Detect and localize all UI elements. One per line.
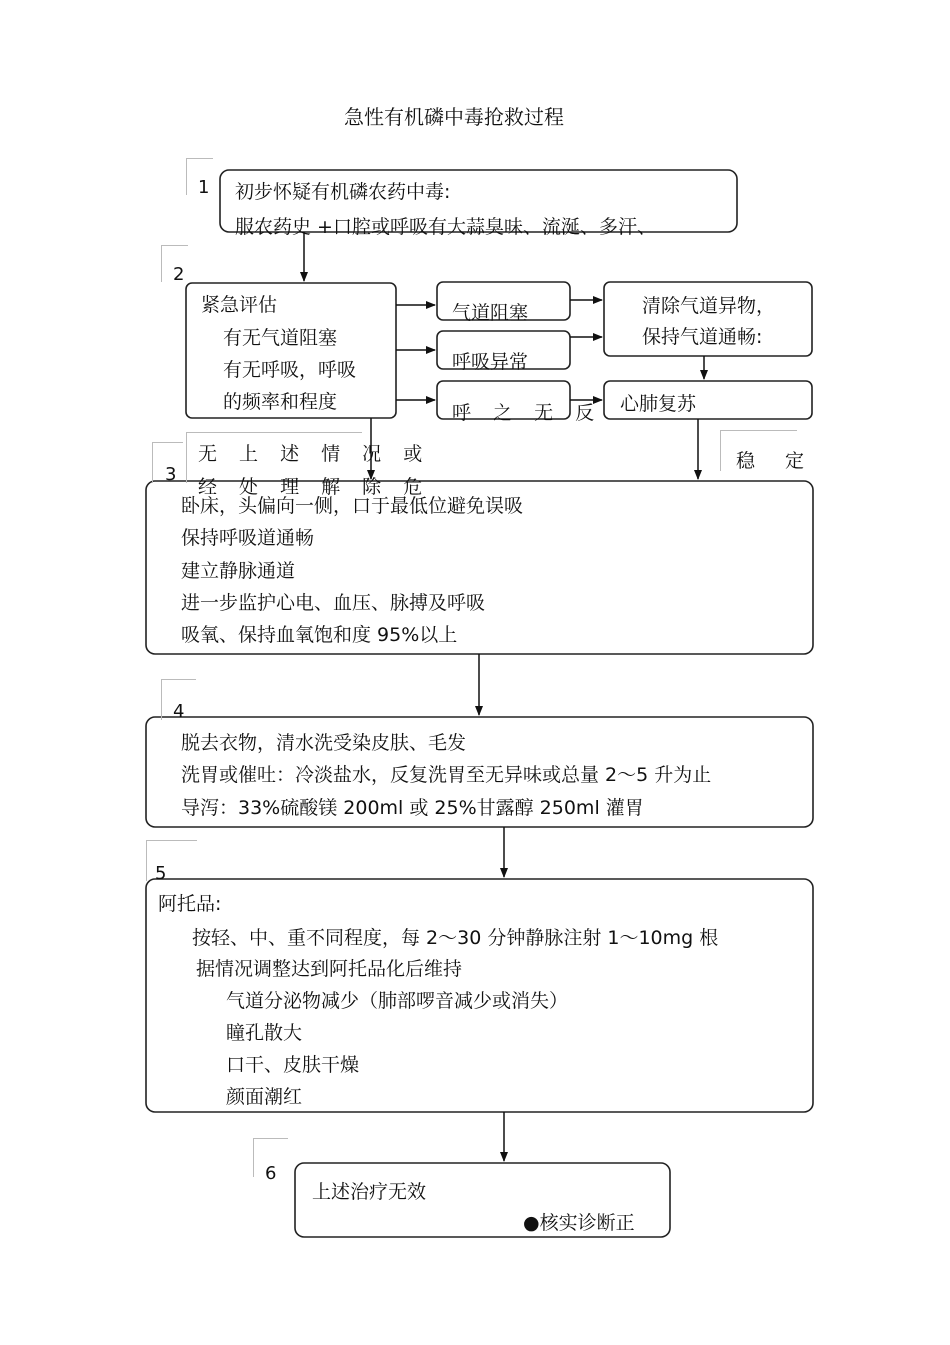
step5-sign-dryness: 口干、皮肤干燥 bbox=[226, 1054, 360, 1076]
edge-label-stable: 稳 定 bbox=[736, 450, 817, 472]
condition-unresponsive: 呼 之 无 反 bbox=[452, 402, 603, 424]
step5-number-frame bbox=[146, 840, 197, 881]
step4-line-1: 脱去衣物，清水洗受染皮肤、毛发 bbox=[181, 732, 467, 754]
step5-number: 5 bbox=[155, 863, 167, 884]
condition-abnormal-breathing: 呼吸异常 bbox=[452, 351, 529, 373]
step2-line-airway: 有无气道阻塞 bbox=[223, 327, 338, 349]
step2-line-rate: 的频率和程度 bbox=[223, 391, 338, 413]
step1-line-1: 初步怀疑有机磷农药中毒: bbox=[235, 181, 451, 203]
step3-line-5: 吸氧、保持血氧饱和度 95%以上 bbox=[181, 624, 458, 646]
step5-heading: 阿托品: bbox=[158, 893, 222, 915]
step1-number: 1 bbox=[198, 177, 210, 198]
step2-heading: 紧急评估 bbox=[201, 294, 278, 316]
action-clear-airway-line-2: 保持气道通畅: bbox=[642, 326, 763, 348]
step6-line-1: 上述治疗无效 bbox=[312, 1181, 427, 1203]
edge-label-none-above-line-1: 无 上 述 情 况 或 bbox=[198, 443, 431, 465]
page-title: 急性有机磷中毒抢救过程 bbox=[344, 105, 564, 129]
step3-line-1: 卧床，头偏向一侧，口于最低位避免误吸 bbox=[181, 495, 524, 517]
step3-line-3: 建立静脉通道 bbox=[181, 560, 296, 582]
step5-line-1: 按轻、中、重不同程度，每 2～30 分钟静脉注射 1～10mg 根 bbox=[192, 927, 719, 949]
step3-number: 3 bbox=[165, 464, 177, 485]
step1-line-2: 服农药史 +口腔或呼吸有大蒜臭味、流涎、多汗、 bbox=[235, 216, 656, 238]
step2-number: 2 bbox=[173, 264, 185, 285]
action-cpr: 心肺复苏 bbox=[620, 393, 697, 415]
step5-sign-pupils: 瞳孔散大 bbox=[226, 1022, 303, 1044]
step2-line-breathing: 有无呼吸，呼吸 bbox=[223, 359, 357, 381]
step6-line-2: ●核实诊断正 bbox=[523, 1212, 635, 1234]
condition-airway-obstruction: 气道阻塞 bbox=[452, 302, 529, 324]
step4-number: 4 bbox=[173, 701, 185, 722]
step5-sign-secretions: 气道分泌物减少（肺部啰音减少或消失） bbox=[226, 990, 569, 1012]
step5-line-2: 据情况调整达到阿托品化后维持 bbox=[196, 958, 463, 980]
step4-line-3: 导泻：33%硫酸镁 200ml 或 25%甘露醇 250ml 灌胃 bbox=[181, 797, 644, 819]
step5-sign-flushing: 颜面潮红 bbox=[226, 1086, 303, 1108]
action-clear-airway-line-1: 清除气道异物， bbox=[642, 295, 776, 317]
edge-label-none-above-line-2: 经 处 理 解 除 危 bbox=[198, 476, 431, 498]
step3-line-2: 保持呼吸道通畅 bbox=[181, 527, 315, 549]
step4-line-2: 洗胃或催吐：冷淡盐水，反复洗胃至无异味或总量 2～5 升为止 bbox=[181, 764, 712, 786]
step3-line-4: 进一步监护心电、血压、脉搏及呼吸 bbox=[181, 592, 486, 614]
step6-number: 6 bbox=[265, 1163, 277, 1184]
